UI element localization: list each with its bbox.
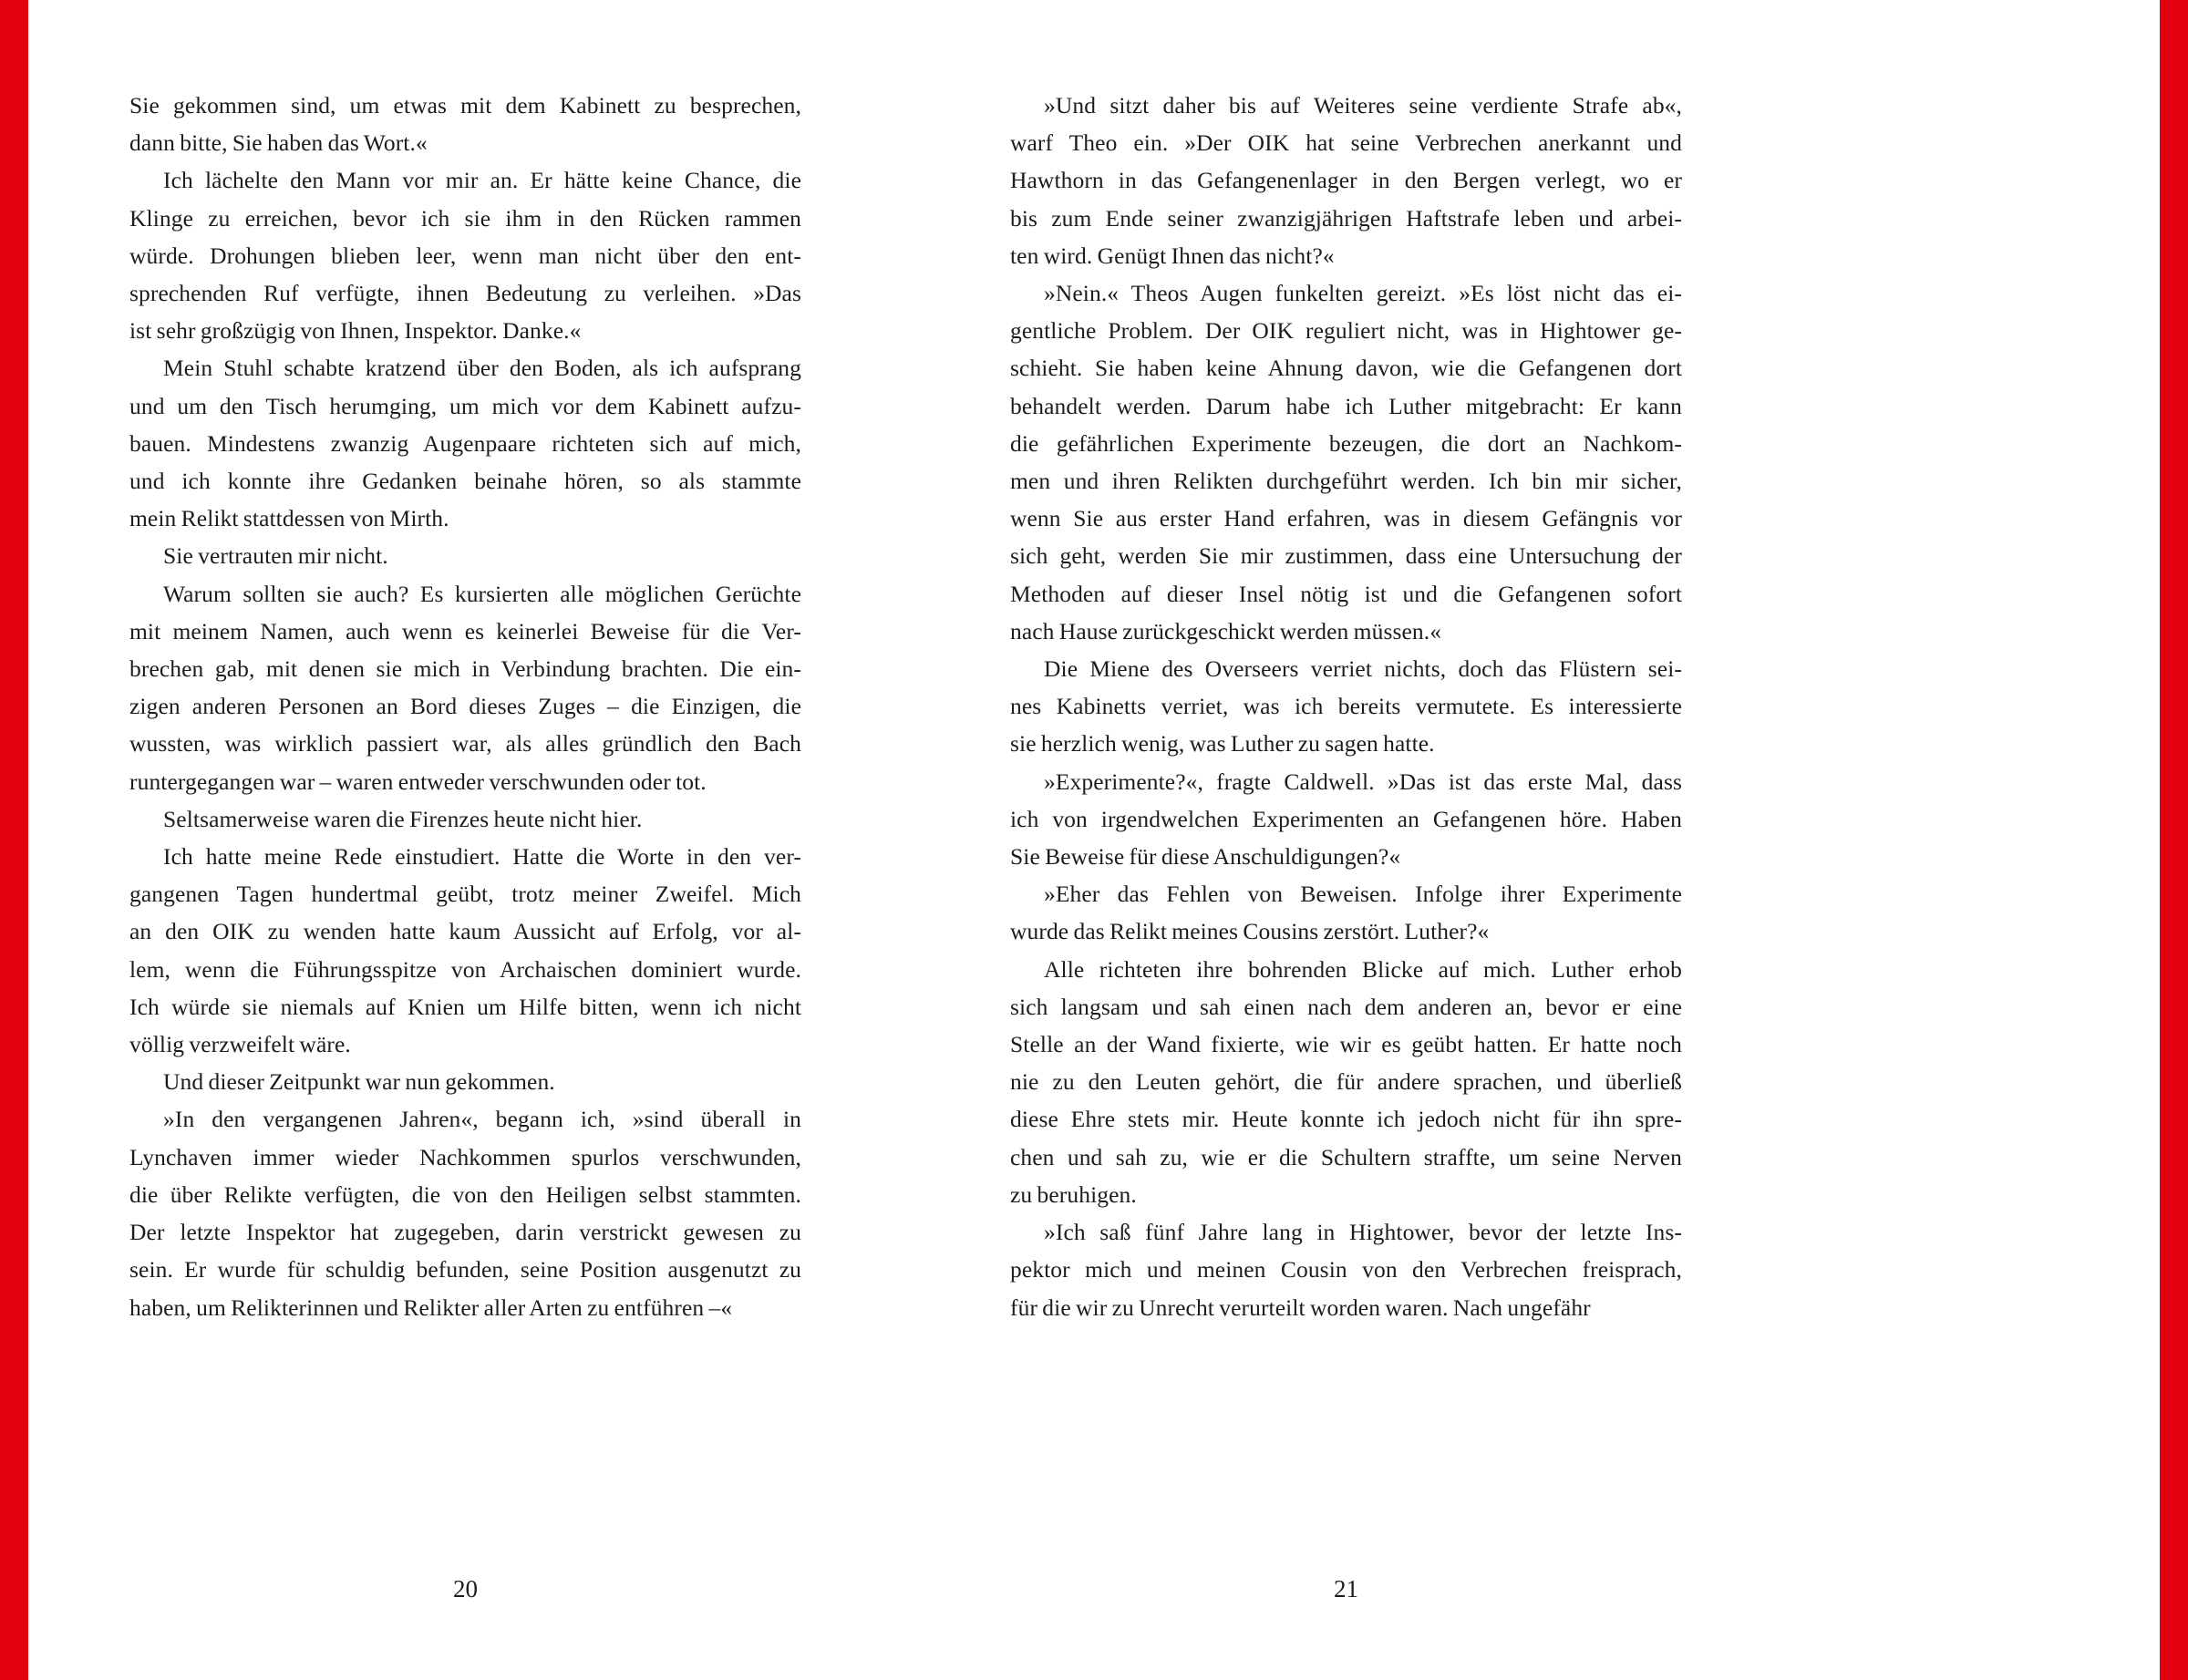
text-line: wurde das Relikt meines Cousins zerstört. Luther?« — [1010, 918, 1490, 945]
text-line: Stelle an der Wand fixierte, wie wir es geübt hatten. Er hatte noch — [1010, 1031, 1682, 1058]
text-line: men und ihren Relikten durchgeführt werden. Ich bin mir sicher, — [1010, 468, 1682, 495]
text-line: Klinge zu erreichen, bevor ich sie ihm in den Rücken rammen — [129, 204, 801, 232]
text-line: ist sehr großzügig von Ihnen, Inspektor. Danke.« — [129, 317, 582, 345]
right-edge-band — [2160, 0, 2188, 1680]
text-line: Ich hatte meine Rede einstudiert. Hatte die Worte in den ver- — [163, 843, 801, 871]
text-line: »Ich saß fünf Jahre lang in Hightower, bevor der letzte Ins- — [1044, 1219, 1682, 1246]
text-line: Seltsamerweise waren die Firenzes heute nicht hier. — [163, 805, 643, 832]
text-line: Alle richteten ihre bohrenden Blicke auf mich. Luther erhob — [1044, 955, 1682, 983]
text-line: bauen. Mindestens zwanzig Augenpaare richteten sich auf mich, — [129, 429, 801, 457]
text-line: Sie gekommen sind, um etwas mit dem Kabinett zu besprechen, — [129, 92, 801, 119]
text-line: brechen gab, mit denen sie mich in Verbindung brachten. Die ein- — [129, 655, 801, 683]
text-line: die gefährlichen Experimente bezeugen, die dort an Nachkom- — [1010, 429, 1682, 457]
text-line: haben, um Relikterinnen und Relikter aller Arten zu entführen –« — [129, 1293, 733, 1321]
text-line: behandelt werden. Darum habe ich Luther mitgebracht: Er kann — [1010, 392, 1682, 419]
text-line: runtergegangen war – waren entweder verschwunden oder tot. — [129, 768, 707, 795]
text-line: warf Theo ein. »Der OIK hat seine Verbrechen anerkannt und — [1010, 129, 1682, 157]
left-edge-band — [0, 0, 28, 1680]
text-line: an den OIK zu wenden hatte kaum Aussicht auf Erfolg, vor al- — [129, 918, 801, 945]
right-page-number: 21 — [1334, 1575, 1358, 1603]
text-line: »Und sitzt daher bis auf Weiteres seine verdiente Strafe ab«, — [1044, 92, 1682, 119]
left-page — [129, 87, 801, 1654]
text-line: ten wird. Genügt Ihnen das nicht?« — [1010, 242, 1335, 269]
text-line: chen und sah zu, wie er die Schultern straffte, um seine Nerven — [1010, 1143, 1682, 1170]
text-line: sprechenden Ruf verfügte, ihnen Bedeutung zu verleihen. »Das — [129, 280, 801, 307]
text-line: lem, wenn die Führungsspitze von Archaischen dominiert wurde. — [129, 955, 801, 983]
text-line: sie herzlich wenig, was Luther zu sagen hatte. — [1010, 730, 1435, 758]
text-line: wussten, was wirklich passiert war, als alles gründlich den Bach — [129, 730, 801, 758]
text-line: schieht. Sie haben keine Ahnung davon, wie die Gefangenen dort — [1010, 355, 1682, 382]
text-line: wenn Sie aus erster Hand erfahren, was in diesem Gefängnis vor — [1010, 505, 1682, 532]
text-line: für die wir zu Unrecht verurteilt worden waren. Nach ungefähr — [1010, 1293, 1591, 1321]
text-line: gangenen Tagen hundertmal geübt, trotz meiner Zweifel. Mich — [129, 881, 801, 908]
text-line: Sie vertrauten mir nicht. — [163, 542, 388, 570]
text-line: Die Miene des Overseers verriet nichts, doch das Flüstern sei- — [1044, 655, 1682, 683]
text-line: zu beruhigen. — [1010, 1180, 1137, 1208]
text-line: Und dieser Zeitpunkt war nun gekommen. — [163, 1068, 555, 1096]
text-line: und ich konnte ihre Gedanken beinahe hören, so als stammte — [129, 468, 801, 495]
text-line: Ich würde sie niemals auf Knien um Hilfe bitten, wenn ich nicht — [129, 993, 801, 1020]
text-line: Ich lächelte den Mann vor mir an. Er hätte keine Chance, die — [163, 167, 801, 194]
text-line: Methoden auf dieser Insel nötig ist und die Gefangenen sofort — [1010, 580, 1682, 607]
text-line: und um den Tisch herumging, um mich vor dem Kabinett aufzu- — [129, 392, 801, 419]
text-line: nes Kabinetts verriet, was ich bereits vermutete. Es interessierte — [1010, 693, 1682, 720]
text-line: würde. Drohungen blieben leer, wenn man nicht über den ent- — [129, 242, 801, 269]
text-line: sich geht, werden Sie mir zustimmen, dass eine Untersuchung der — [1010, 542, 1682, 570]
text-line: Lynchaven immer wieder Nachkommen spurlos verschwunden, — [129, 1143, 801, 1170]
text-line: nach Hause zurückgeschickt werden müssen.« — [1010, 617, 1442, 644]
text-line: diese Ehre stets mir. Heute konnte ich jedoch nicht für ihn spre- — [1010, 1106, 1682, 1133]
text-line: völlig verzweifelt wäre. — [129, 1031, 351, 1058]
text-line: »Experimente?«, fragte Caldwell. »Das ist das erste Mal, dass — [1044, 768, 1682, 795]
text-line: mit meinem Namen, auch wenn es keinerlei Beweise für die Ver- — [129, 617, 801, 644]
text-line: sein. Er wurde für schuldig befunden, seine Position ausgenutzt zu — [129, 1256, 801, 1283]
text-line: »Nein.« Theos Augen funkelten gereizt. »Es löst nicht das ei- — [1044, 280, 1682, 307]
text-line: ich von irgendwelchen Experimenten an Gefangenen höre. Haben — [1010, 805, 1682, 832]
text-line: Warum sollten sie auch? Es kursierten alle möglichen Gerüchte — [163, 580, 801, 607]
text-line: Hawthorn in das Gefangenenlager in den Bergen verlegt, wo er — [1010, 167, 1682, 194]
text-line: Mein Stuhl schabte kratzend über den Boden, als ich aufsprang — [163, 355, 801, 382]
text-line: »In den vergangenen Jahren«, begann ich, »sind überall in — [163, 1106, 801, 1133]
text-line: zigen anderen Personen an Bord dieses Zuges – die Einzigen, die — [129, 693, 801, 720]
text-line: pektor mich und meinen Cousin von den Verbrechen freisprach, — [1010, 1256, 1682, 1283]
text-line: nie zu den Leuten gehört, die für andere sprachen, und überließ — [1010, 1068, 1682, 1096]
text-line: Der letzte Inspektor hat zugegeben, darin verstrickt gewesen zu — [129, 1219, 801, 1246]
text-line: Sie Beweise für diese Anschuldigungen?« — [1010, 843, 1401, 871]
text-line: sich langsam und sah einen nach dem anderen an, bevor er eine — [1010, 993, 1682, 1020]
text-line: gentliche Problem. Der OIK reguliert nicht, was in Hightower ge- — [1010, 317, 1682, 345]
text-line: »Eher das Fehlen von Beweisen. Infolge ihrer Experimente — [1044, 881, 1682, 908]
right-page-text — [1010, 87, 1682, 1326]
text-line: mein Relikt stattdessen von Mirth. — [129, 505, 449, 532]
right-page — [1010, 87, 1682, 1654]
text-line: dann bitte, Sie haben das Wort.« — [129, 129, 428, 157]
left-page-text — [129, 87, 801, 1326]
text-line: bis zum Ende seiner zwanzigjährigen Haftstrafe leben und arbei- — [1010, 204, 1682, 232]
left-page-number: 20 — [453, 1575, 478, 1603]
text-line: die über Relikte verfügten, die von den Heiligen selbst stammten. — [129, 1180, 801, 1208]
